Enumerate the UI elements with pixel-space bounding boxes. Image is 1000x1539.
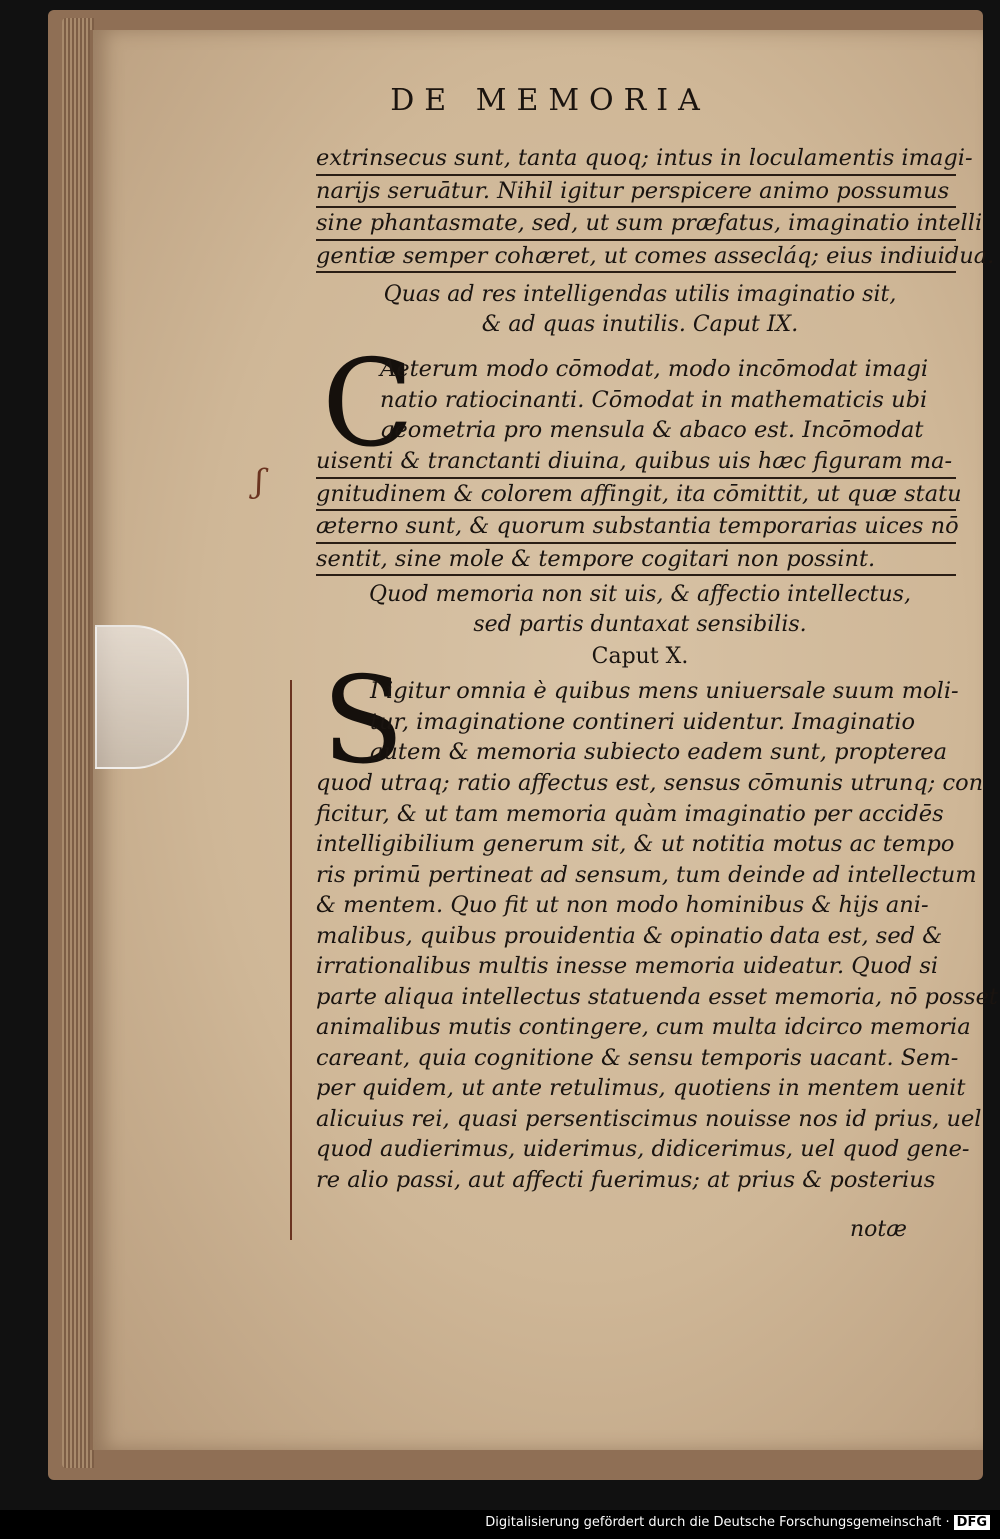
text-line: uisenti & tranctanti diuina, quibus uis hæc figuram ma-	[316, 446, 956, 479]
paragraph-1	[316, 143, 995, 273]
dropcap-s: S	[322, 652, 405, 791]
heading-line: & ad quas inutilis. Caput IX.	[481, 312, 799, 337]
paragraph-2-indented	[380, 354, 960, 446]
chapter-10-caput: Caput X.	[591, 644, 689, 669]
text-line: Aeterum modo cōmodat, modo incōmodat imagi	[380, 356, 929, 382]
heading-line: Quod memoria non sit uis, & affectio intellectus,	[369, 582, 911, 607]
text-line: re alio passi, aut affecti fuerimus; at prius & posterius	[316, 1166, 936, 1193]
text-line: geometria pro mensula & abaco est. Incōmodat	[380, 417, 924, 443]
text-line: careant, quia cognitione & sensu temporis uacant. Sem-	[316, 1044, 959, 1071]
text-line: per quidem, ut ante retulimus, quotiens in mentem uenit	[316, 1075, 966, 1101]
paragraph-2	[316, 446, 962, 576]
text-line: parte aliqua intellectus statuenda esset memoria, nō posset	[316, 983, 998, 1010]
text-line: alicuius rei, quasi persentiscimus nouisse nos id prius, uel	[316, 1105, 982, 1132]
text-line: quod audierimus, uiderimus, didicerimus, uel quod gene-	[316, 1136, 970, 1162]
credit-text: Digitalisierung gefördert durch die Deutsche Forschungsgemeinschaft ·	[485, 1515, 950, 1530]
text-line: sine phantasmate, sed, ut sum præfatus, imaginatio intelli	[316, 208, 956, 241]
text-line: malibus, quibus prouidentia & opinatio data est, sed &	[316, 922, 943, 949]
catchword: notæ	[850, 1217, 907, 1242]
text-line: & mentem. Quo fit ut non modo hominibus & hijs ani-	[316, 892, 929, 918]
text-line: intelligibilium generum sit, & ut notitia motus ac tempo	[316, 831, 955, 857]
paragraph-3-indented	[370, 676, 960, 768]
heading-line: sed partis duntaxat sensibilis.	[473, 612, 807, 637]
chapter-9-heading	[330, 280, 950, 340]
running-header: DE MEMORIA	[390, 83, 710, 118]
dropcap-c: C	[322, 335, 414, 474]
text-line: I igitur omnia è quibus mens uniuersale suum moli-	[370, 678, 959, 704]
text-line: narijs seruātur. Nihil igitur perspicere animo possumus	[316, 176, 956, 209]
page-clip	[95, 625, 189, 769]
text-line: tur, imaginatione contineri uidentur. Imaginatio	[370, 708, 916, 735]
marginal-mark-icon: ʃ	[255, 462, 264, 500]
text-line: æterno sunt, & quorum substantia temporarias uices nō	[316, 511, 956, 544]
text-line: sentit, sine mole & tempore cogitari non possint.	[316, 544, 956, 577]
text-line: irrationalibus multis inesse memoria uideatur. Quod si	[316, 953, 939, 979]
heading-line: Quas ad res intelligendas utilis imaginatio sit,	[383, 282, 897, 307]
text-line: extrinsecus sunt, tanta quoq; intus in loculamentis imagi-	[316, 143, 956, 176]
text-line: animalibus mutis contingere, cum multa idcirco memoria	[316, 1014, 971, 1040]
text-line: ficitur, & ut tam memoria quàm imaginatio per accidēs	[316, 800, 944, 827]
text-line: gnitudinem & colorem affingit, ita cōmittit, ut quæ statu	[316, 479, 956, 512]
paragraph-3	[316, 768, 998, 1195]
text-line: natio ratiocinanti. Cōmodat in mathematicis ubi	[380, 386, 928, 413]
text-line: gentiæ semper cohæret, ut comes assecláq; eius indiuidua.	[316, 241, 956, 274]
text-line: quod utraq; ratio affectus est, sensus cōmunis utrunq; con	[316, 770, 984, 796]
text-line: autem & memoria subiecto eadem sunt, propterea	[370, 739, 948, 765]
dfg-logo-icon: DFG	[954, 1515, 990, 1530]
footer-credit	[0, 1515, 990, 1530]
margin-bracket	[290, 680, 302, 1240]
text-line: ris primū pertineat ad sensum, tum deinde ad intellectum	[316, 861, 977, 888]
chapter-10-heading	[330, 580, 950, 640]
